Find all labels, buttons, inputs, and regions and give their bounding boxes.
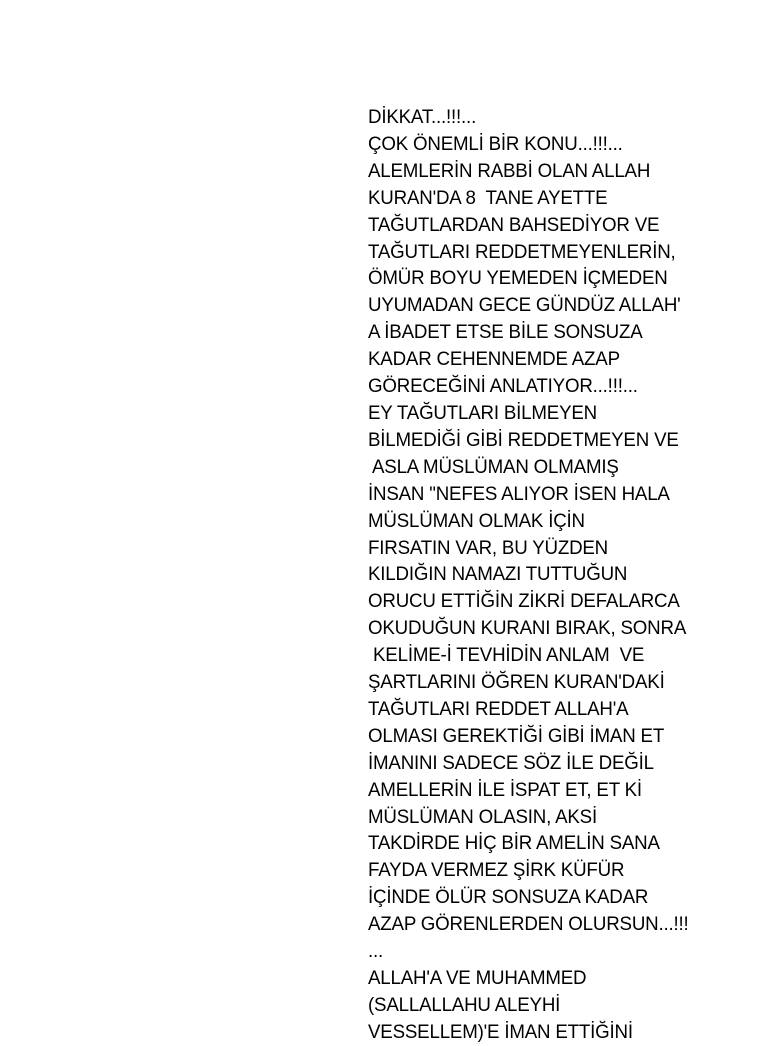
text-line-1: DİKKAT...!!!... [368,106,477,128]
text-line-13: BİLMEDİĞİ GİBİ REDDETMEYEN VE [368,428,679,451]
text-line-8: UYUMADAN GECE GÜNDÜZ ALLAH' [368,294,681,317]
text-line-4: KURAN'DA 8 TANE AYETTE [368,186,608,209]
text-line-17: FIRSATIN VAR, BU YÜZDEN [368,536,609,559]
text-line-35: VESSELLEM)'E İMAN ETTİĞİNİ [368,1020,633,1043]
text-line-18: KILDIĞIN NAMAZI TUTTUĞUN [368,563,628,586]
text-line-33: ALLAH'A VE MUHAMMED [368,967,587,989]
text-line-25: İMANINI SADECE SÖZ İLE DEĞİL [368,751,654,774]
text-line-26: AMELLERİN İLE İSPAT ET, ET Kİ [368,778,642,801]
text-line-24: OLMASI GEREKTİĞİ GİBİ İMAN ET [368,724,665,747]
text-line-21: KELİME-İ TEVHİDİN ANLAM VE [368,644,645,667]
text-line-15: İNSAN "NEFES ALIYOR İSEN HALA [368,482,670,505]
text-line-3: ALEMLERİN RABBİ OLAN ALLAH [368,159,651,182]
text-line-31: AZAP GÖRENLERDEN OLURSUN...!!! [368,913,689,936]
text-line-6: TAĞUTLARI REDDETMEYENLERİN, [368,240,676,263]
text-line-32: ... [368,940,384,963]
text-line-9: A İBADET ETSE BİLE SONSUZA [368,321,643,344]
text-line-16: MÜSLÜMAN OLMAK İÇİN [368,509,585,532]
text-line-5: TAĞUTLARDAN BAHSEDİYOR VE [368,213,660,236]
text-line-10: KADAR CEHENNEMDE AZAP [368,348,620,371]
text-line-23: TAĞUTLARI REDDET ALLAH'A [368,697,629,720]
document-text [368,104,760,1046]
text-line-2: ÇOK ÖNEMLİ BİR KONU...!!!... [368,132,623,155]
text-line-29: FAYDA VERMEZ ŞİRK KÜFÜR [368,859,625,882]
text-line-20: OKUDUĞUN KURANI BIRAK, SONRA [368,617,687,640]
text-line-27: MÜSLÜMAN OLASIN, AKSİ [368,805,598,828]
text-line-30: İÇİNDE ÖLÜR SONSUZA KADAR [368,886,649,909]
text-line-28: TAKDİRDE HİÇ BİR AMELİN SANA [368,832,660,855]
text-line-7: ÖMÜR BOYU YEMEDEN İÇMEDEN [368,267,668,290]
text-line-19: ORUCU ETTİĞİN ZİKRİ DEFALARCA [368,590,680,613]
text-line-34: (SALLALLAHU ALEYHİ [368,993,561,1016]
text-line-14: ASLA MÜSLÜMAN OLMAMIŞ [368,455,619,478]
text-line-12: EY TAĞUTLARI BİLMEYEN [368,401,598,424]
text-line-22: ŞARTLARINI ÖĞREN KURAN'DAKİ [368,671,665,694]
text-line-11: GÖRECEĞİNİ ANLATIYOR...!!!... [368,375,638,398]
